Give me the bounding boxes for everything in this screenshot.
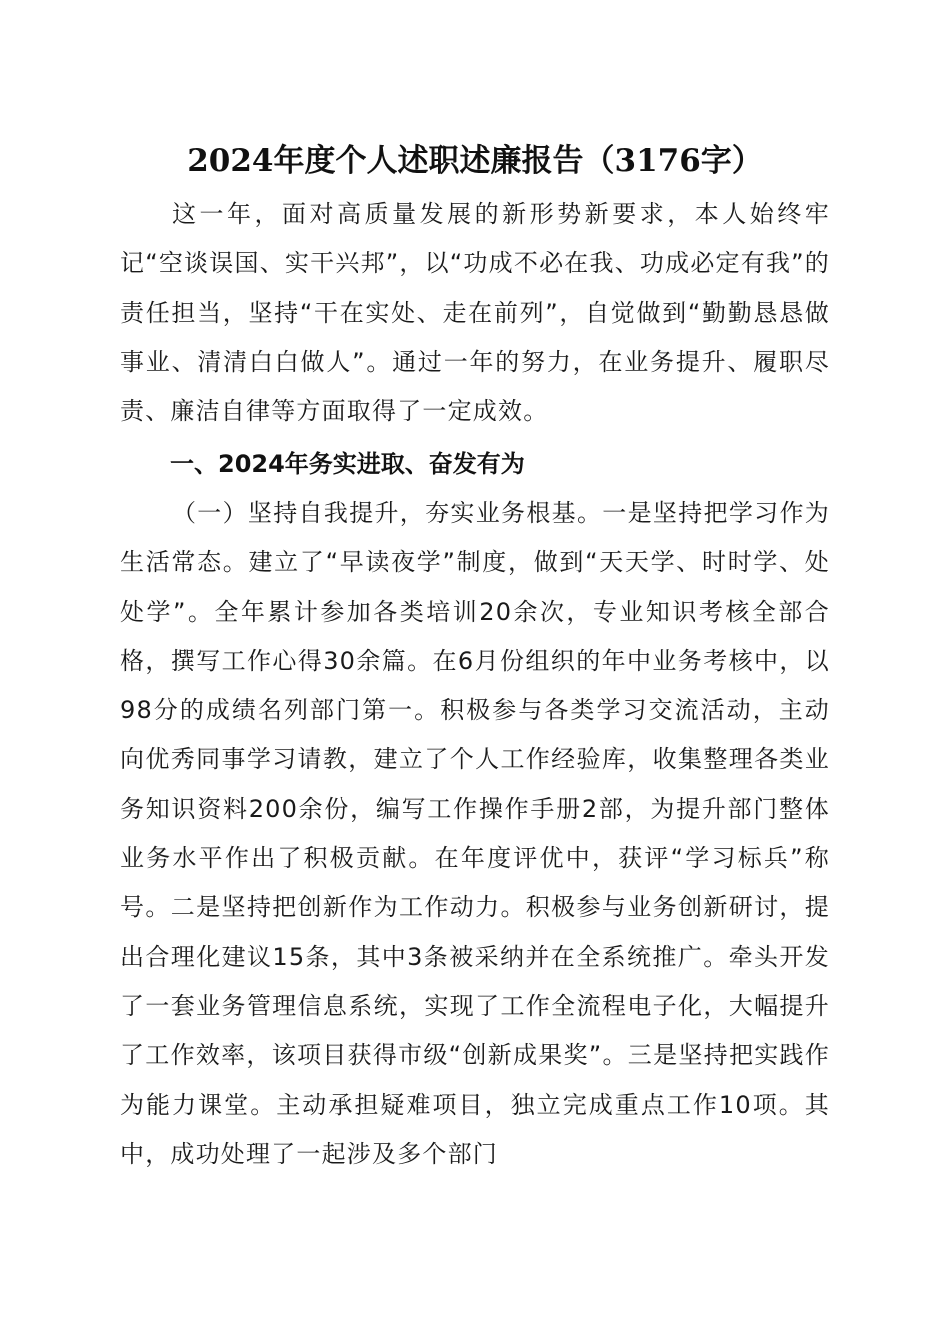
section-1-paragraph-1: （一）坚持自我提升，夯实业务根基。一是坚持把学习作为生活常态。建立了“早读夜学”制度，做到“天天学、时时学、处处学”。全年累计参加各类培训20余次，专业知识考核全部合格，撰写工作心得30余篇。在6月份组织的年中业务考核中，以98分的成绩名列部门第一。积极参与各类学习交流活动，主动向优秀同事学习请教，建立了个人工作经验库，收集整理各类业务知识资料200余份，编写工作操作手册2部，为提升部门整体业务水平作出了积极贡献。在年度评优中，获评“学习标兵”称号。二是坚持把创新作为工作动力。积极参与业务创新研讨，提出合理化建议15条，其中3条被采纳并在全系统推广。牵头开发了一套业务管理信息系统，实现了工作全流程电子化，大幅提升了工作效率，该项目获得市级“创新成果奖”。三是坚持把实践作为能力课堂。主动承担疑难项目，独立完成重点工作10项。其中，成功处理了一起涉及多个部门 <box>120 499 830 1168</box>
intro-paragraph: 这一年，面对高质量发展的新形势新要求，本人始终牢记“空谈误国、实干兴邦”，以“功成不必在我、功成必定有我”的责任担当，坚持“干在实处、走在前列”，自觉做到“勤勤恳恳做事业、清清白白做人”。通过一年的努力，在业务提升、履职尽责、廉洁自律等方面取得了一定成效。 <box>120 200 830 426</box>
document-title: 2024年度个人述职述廉报告（3176字） <box>187 143 763 179</box>
section-1-heading: 一、2024年务实进取、奋发有为 <box>170 450 525 478</box>
